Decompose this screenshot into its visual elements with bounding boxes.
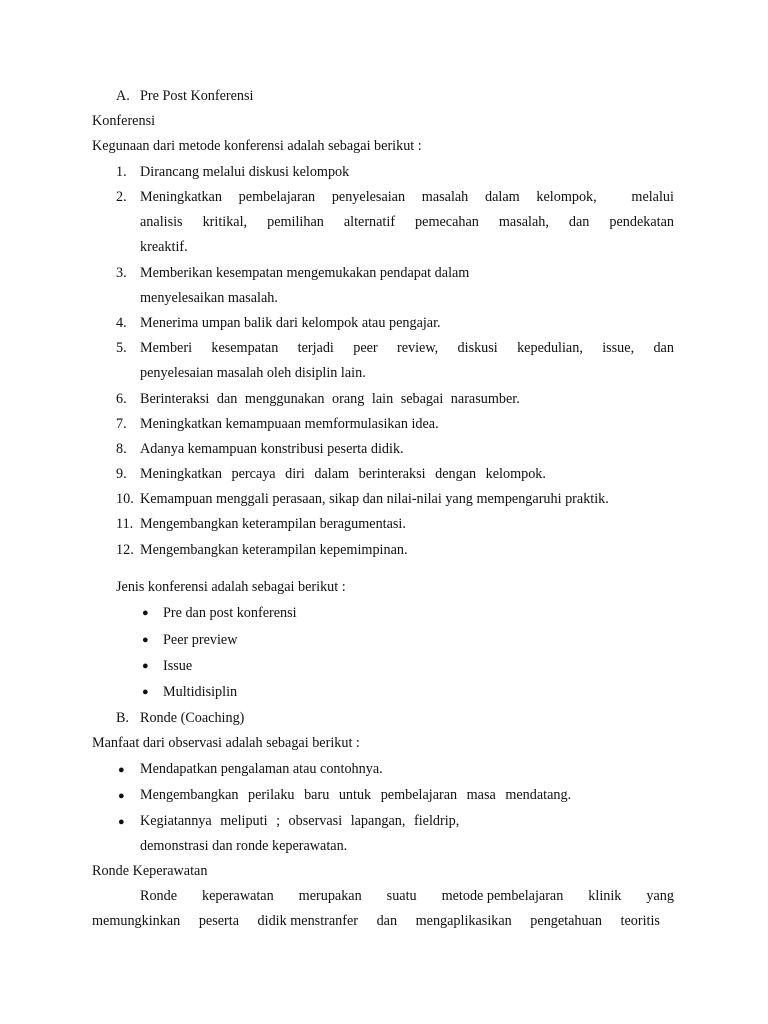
word: kepedulian, bbox=[517, 340, 583, 356]
list-item-line-justified bbox=[140, 213, 674, 232]
list-item-text: Adanya kemampuan konstribusi peserta didik. bbox=[140, 441, 404, 457]
list-number: 3. bbox=[116, 265, 127, 281]
list-item-continuation: demonstrasi dan ronde keperawatan. bbox=[140, 838, 348, 854]
word: Ronde bbox=[140, 888, 178, 904]
list-item-line-justified bbox=[140, 188, 674, 207]
word: mengaplikasikan bbox=[415, 913, 512, 929]
bullet-icon: ● bbox=[118, 790, 125, 802]
word: yang bbox=[646, 888, 674, 904]
word: analisis bbox=[140, 214, 183, 230]
word: issue, bbox=[602, 340, 635, 356]
word: peserta bbox=[198, 913, 239, 929]
list-item-text: Meningkatkan kemampuaan memformulasikan idea. bbox=[140, 416, 439, 432]
word: pendekatan bbox=[609, 214, 674, 230]
list-item-text: Meningkatkan percaya diri dalam berinteraksi dengan kelompok. bbox=[140, 466, 546, 482]
bullet-icon: ● bbox=[142, 607, 149, 619]
list-item-text: Mengembangkan keterampilan kepemimpinan. bbox=[140, 542, 408, 558]
list-number: 6. bbox=[116, 391, 127, 407]
section-b-title: Ronde (Coaching) bbox=[140, 710, 245, 726]
word: diskusi bbox=[457, 340, 498, 356]
bullet-icon: ● bbox=[142, 686, 149, 698]
list-number: 9. bbox=[116, 466, 127, 482]
word: kesempatan bbox=[211, 340, 279, 356]
word: dan bbox=[376, 913, 398, 929]
word: masalah bbox=[421, 189, 469, 205]
list-item: Issue bbox=[163, 658, 193, 674]
word: Meningkatkan bbox=[140, 189, 222, 205]
word: peer bbox=[353, 340, 378, 356]
list-item: Kegiatannya meliputi ; observasi lapangan, fieldrip, bbox=[140, 813, 460, 829]
list-item: Pre dan post konferensi bbox=[163, 605, 297, 621]
list-number: 5. bbox=[116, 340, 127, 356]
bullet-icon: ● bbox=[118, 816, 125, 828]
section-b-marker: B. bbox=[116, 710, 130, 726]
word: dan bbox=[568, 214, 590, 230]
word: keperawatan bbox=[202, 888, 274, 904]
list-number: 4. bbox=[116, 315, 127, 331]
list-item: Peer preview bbox=[163, 632, 238, 648]
list-item-text: Berinteraksi dan menggunakan orang lain sebagai narasumber. bbox=[140, 391, 520, 407]
list-item-text: menyelesaikan masalah. bbox=[140, 290, 278, 306]
word: melalui bbox=[631, 189, 674, 205]
word: didik menstranfer bbox=[257, 913, 359, 929]
list-item-text: Kemampuan menggali perasaan, sikap dan nilai-nilai yang mempengaruhi praktik. bbox=[140, 491, 609, 507]
manfaat-intro: Manfaat dari observasi adalah sebagai berikut : bbox=[92, 735, 360, 751]
bullet-icon: ● bbox=[118, 764, 125, 776]
list-number: 10. bbox=[116, 491, 134, 507]
word: dalam bbox=[485, 189, 520, 205]
list-number: 8. bbox=[116, 441, 127, 457]
list-item: Mendapatkan pengalaman atau contohnya. bbox=[140, 761, 383, 777]
word: merupakan bbox=[298, 888, 362, 904]
list-number: 1. bbox=[116, 164, 127, 180]
bullet-icon: ● bbox=[142, 660, 149, 672]
list-item-text: Menerima umpan balik dari kelompok atau pengajar. bbox=[140, 315, 441, 331]
word: pembelajaran bbox=[238, 189, 316, 205]
word: kritikal, bbox=[202, 214, 248, 230]
word: memungkinkan bbox=[92, 913, 181, 929]
word: pemilihan bbox=[267, 214, 324, 230]
list-item-text: Mengembangkan keterampilan beragumentasi. bbox=[140, 516, 406, 532]
ronde-heading: Ronde Keperawatan bbox=[92, 863, 208, 879]
section-a-title: Pre Post Konferensi bbox=[140, 88, 254, 104]
list-item-text: Memberikan kesempatan mengemukakan pendapat dalam bbox=[140, 265, 470, 281]
list-item-text: kreaktif. bbox=[140, 239, 188, 255]
list-item-line-justified bbox=[140, 339, 674, 358]
list-item-text: Dirancang melalui diskusi kelompok bbox=[140, 164, 350, 180]
word: teoritis bbox=[620, 913, 660, 929]
word: penyelesaian bbox=[331, 189, 406, 205]
word: masalah, bbox=[498, 214, 549, 230]
word: klinik bbox=[588, 888, 622, 904]
ronde-paragraph-line bbox=[92, 912, 660, 931]
kegunaan-intro: Kegunaan dari metode konferensi adalah sebagai berikut : bbox=[92, 138, 422, 154]
word: terjadi bbox=[297, 340, 334, 356]
ronde-paragraph-line bbox=[140, 887, 674, 906]
word: metode pembelajaran bbox=[441, 888, 564, 904]
word: dan bbox=[653, 340, 674, 356]
word: review, bbox=[396, 340, 439, 356]
list-number: 11. bbox=[116, 516, 134, 532]
list-number: 2. bbox=[116, 189, 127, 205]
jenis-intro: Jenis konferensi adalah sebagai berikut : bbox=[116, 579, 346, 595]
list-item-text: penyelesaian masalah oleh disiplin lain. bbox=[140, 365, 366, 381]
list-number: 7. bbox=[116, 416, 127, 432]
word: Memberi bbox=[140, 340, 193, 356]
section-a-marker: A. bbox=[116, 88, 130, 104]
word: alternatif bbox=[343, 214, 396, 230]
word: suatu bbox=[386, 888, 417, 904]
list-number: 12. bbox=[116, 542, 134, 558]
word: pengetahuan bbox=[530, 913, 602, 929]
bullet-icon: ● bbox=[142, 634, 149, 646]
konferensi-heading: Konferensi bbox=[92, 113, 156, 129]
list-item: Multidisiplin bbox=[163, 684, 238, 700]
word: kelompok, bbox=[536, 189, 597, 205]
list-item: Mengembangkan perilaku baru untuk pembelajaran masa mendatang. bbox=[140, 787, 572, 803]
word: pemecahan bbox=[415, 214, 479, 230]
